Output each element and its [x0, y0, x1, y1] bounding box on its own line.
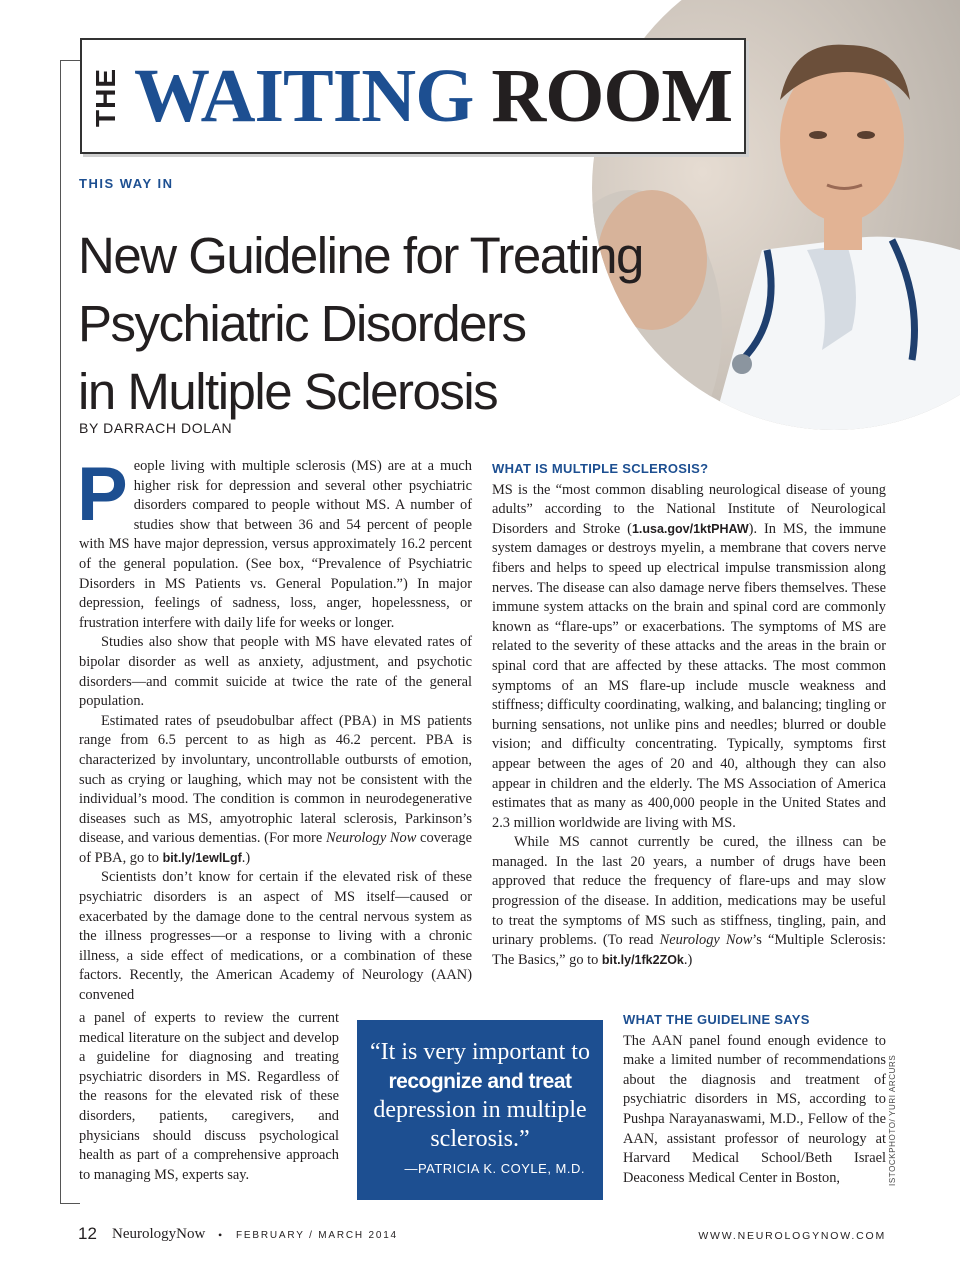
- photo-credit: ISTOCKPHOTO/ YURI ARCURS: [888, 1054, 897, 1186]
- byline: BY DARRACH DOLAN: [79, 420, 233, 436]
- paragraph-text: .): [241, 849, 251, 866]
- quote-text: “It is very important to: [370, 1039, 590, 1065]
- body-paragraph: a panel of experts to review the current medical literature on the subject and develop a guideline for diagnosing and treating psychiatric disorders in MS. Regardless of the reasons for the elevated risk of these disorders, patients, caregivers, and physicians should discuss psychological health as part of a comprehensive approach to managing MS, experts say.: [79, 1010, 339, 1183]
- ninds-link[interactable]: 1.usa.gov/1ktPHAW: [631, 521, 749, 536]
- body-paragraph: Scientists don’t know for certain if the elevated risk of these psychiatric disorders is an aspect of MS itself—caused or exacerbated by the damage done to the central nervous system as the illness progresses—or a response to living with a chronic illness, a side effect of medications, or a combination of these factors. Recently, the American Academy of Neurology (AAN) convened: [79, 869, 472, 1004]
- body-paragraph: [77, 452, 472, 633]
- drop-cap: P: [77, 452, 128, 537]
- left-column-lower: [79, 1009, 339, 1185]
- section-heading: WHAT IS MULTIPLE SCLEROSIS?: [492, 461, 709, 476]
- paragraph-text: .): [683, 951, 693, 968]
- body-paragraph: [79, 712, 472, 869]
- paragraph-text: MS is the “most common disabling neurological disease of young adults” according to the National Institute of Neurological Disorders and Stroke (: [492, 481, 886, 537]
- pull-quote-box: [357, 1020, 603, 1200]
- quote-emphasis: recognize and treat: [388, 1070, 572, 1093]
- quote-text: depression in multiple sclerosis.”: [373, 1097, 587, 1152]
- kicker: THIS WAY IN: [79, 176, 174, 191]
- website-url[interactable]: WWW.NEUROLOGYNOW.COM: [698, 1230, 886, 1242]
- body-paragraph: The AAN panel found enough evidence to make a limited number of recommendations about the diagnosis and treatment of psychiatric disorders in MS, according to Pushpa Narayanaswami, M.D., Fellow of the AAN, assistant professor of neurology at Harvard Medical School/Beth Israel Deaconess Medical Center in Boston,: [623, 1032, 886, 1186]
- pba-link[interactable]: bit.ly/1ewlLgf: [162, 850, 242, 865]
- masthead-waiting: WAITING: [134, 54, 474, 138]
- section-heading: WHAT THE GUIDELINE SAYS: [623, 1012, 810, 1027]
- headline: [78, 222, 738, 426]
- publication-name: Neurology Now: [325, 830, 417, 847]
- headline-line: New Guideline for Treating: [78, 227, 643, 284]
- right-column: [492, 459, 886, 970]
- footer-bullet: •: [218, 1228, 223, 1242]
- right-column-lower: [623, 1010, 886, 1188]
- paragraph-text: While MS cannot currently be cured, the illness can be managed. In the last 20 years, a number of drugs have been approved that reduce the frequency of flare-ups and may slow progression of the disease. In addition, medications may be useful to treat the symptoms of MS such as stiffness, tingling, pain, and urinary problems. (To read: [492, 834, 886, 949]
- paragraph-text: ’s “Multiple Sclerosis: The Basics,” go to: [492, 932, 886, 968]
- headline-line: in Multiple Sclerosis: [78, 363, 498, 420]
- masthead-the: THE: [90, 68, 121, 128]
- masthead-room: ROOM: [491, 54, 733, 138]
- page-frame-top-rule: [60, 60, 80, 61]
- body-paragraph: Studies also show that people with MS have elevated rates of bipolar disorder as well as anxiety, adjustment, and psychotic disorders—and commit suicide at twice the rate of the general population.: [79, 634, 472, 710]
- masthead: [80, 38, 746, 154]
- left-column: [77, 452, 472, 1006]
- paragraph-text: Estimated rates of pseudobulbar affect (PBA) in MS patients range from 6.5 percent to as high as 46.2 percent. PBA is characterized by involuntary, uncontrollable outbursts of emotion, such as crying or laughing, which may not be consistent with the individual’s mood. The condition is common in neurodegenerative diseases such as MS, amyotrophic lateral sclerosis, Parkinson’s disease, and various dementias. (For more: [79, 712, 472, 847]
- page-number: 12: [78, 1224, 97, 1243]
- paragraph-text: eople living with multiple sclerosis (MS) are at a much higher risk for depression and several other psychiatric disorders compared to people without MS. A number of studies show that between 36 and 54 percent of people with MS have major depression, versus approximately 16.2 percent of the general population. (See box, “Prevalence of Psychiatric Disorders in MS Patients vs. General Population.”) In major depression, feelings of sadness, loss, anger, hopelessness, or frustration interfere with daily life for weeks or longer.: [79, 458, 472, 631]
- page-frame-rule: [60, 60, 61, 1203]
- body-paragraph: [492, 481, 886, 834]
- pull-quote: [369, 1038, 591, 1154]
- paragraph-text: ). In MS, the immune system damages or destroys myelin, a membrane that covers nerve fibers and helps to speed up electrical impulse transmission along nerves. The disease can also damage nerve fibers themselves. These immune system attacks on the brain and spinal cord are commonly known as “flare-ups” or exacerbations. The symptoms of MS are related to the severity of these attacks and the areas in the brain or spinal cord that are affected by these attacks. The most common symptoms of an MS flare-up include muscle weakness and stiffness; difficulty coordinating, walking, and balancing; tingling or burning sensations, not unlike pins and needles; blurred or double vision; and difficulty concentrating. Typically, symptoms first appear between the ages of 20 and 40, although they can also appear in children and the elderly. The MS Association of America estimates that as many as 400,000 people in the United States and 2.3 million worldwide are living with MS.: [492, 520, 886, 831]
- headline-line: Psychiatric Disorders: [78, 295, 526, 352]
- issue-date: FEBRUARY / MARCH 2014: [236, 1230, 398, 1241]
- publication-name: Neurology Now: [659, 932, 753, 949]
- masthead-title: [134, 54, 732, 138]
- footer-rule: [60, 1203, 80, 1204]
- magazine-name: NeurologyNow: [112, 1226, 206, 1242]
- paragraph-text: coverage of PBA, go to: [79, 830, 472, 866]
- body-paragraph: [492, 833, 886, 970]
- quote-attribution: —PATRICIA K. COYLE, M.D.: [404, 1161, 585, 1176]
- ms-basics-link[interactable]: bit.ly/1fk2ZOk: [601, 952, 684, 967]
